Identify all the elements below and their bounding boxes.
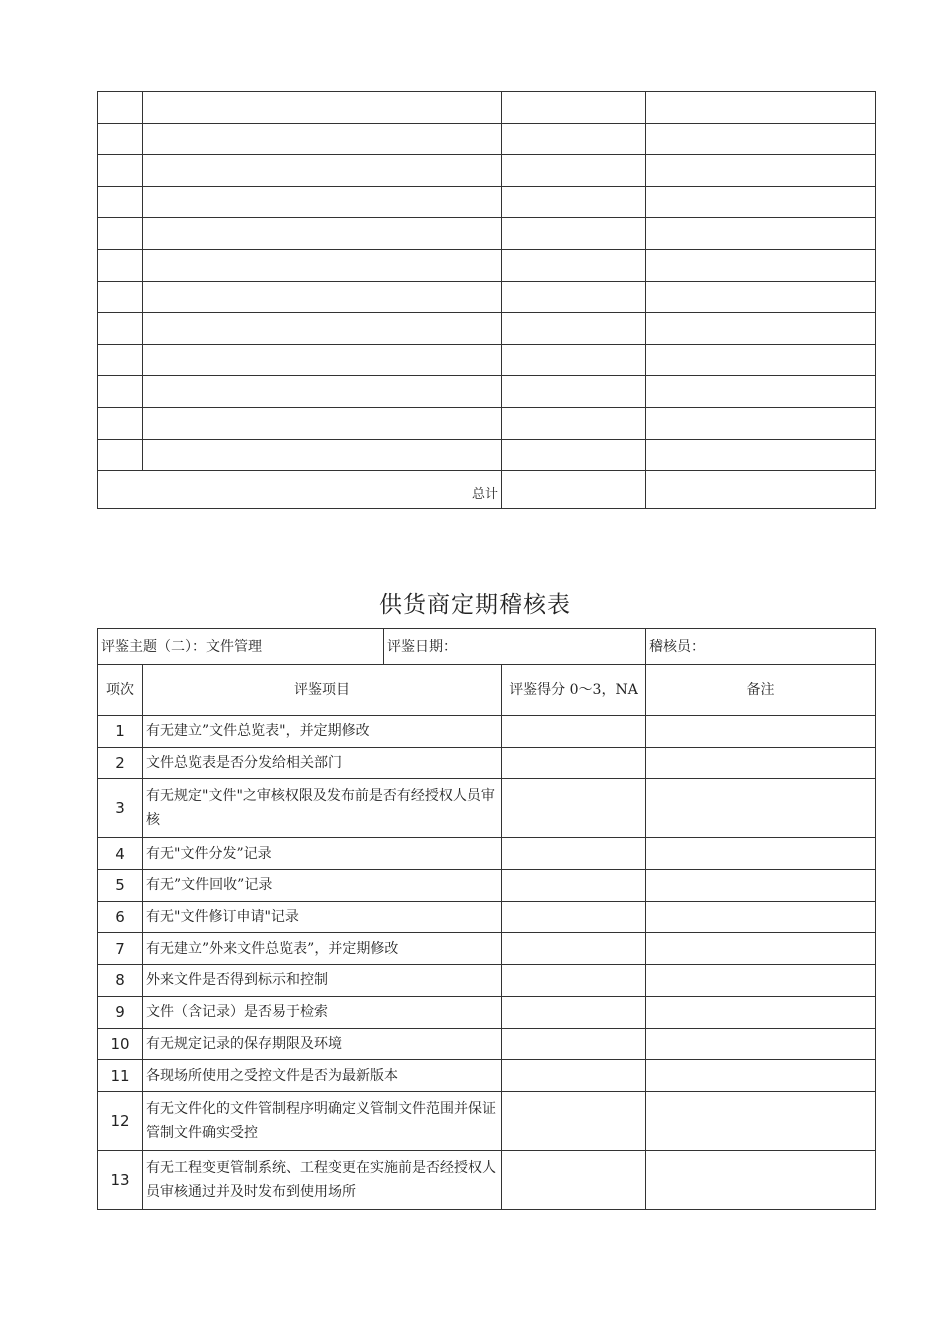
row-score-cell[interactable] [502, 747, 646, 779]
index-cell[interactable] [98, 344, 143, 376]
item-cell[interactable] [143, 123, 502, 155]
empty-row [98, 313, 876, 345]
score-cell[interactable] [502, 313, 646, 345]
row-note-cell[interactable] [646, 965, 876, 997]
item-cell[interactable] [143, 344, 502, 376]
row-index: 3 [98, 779, 143, 838]
col-index-header: 项次 [98, 665, 143, 716]
index-cell[interactable] [98, 155, 143, 187]
date-cell[interactable]: 评鉴日期： [384, 629, 646, 665]
empty-row [98, 281, 876, 313]
row-item: 文件（含记录）是否易于检索 [143, 996, 502, 1028]
row-score-cell[interactable] [502, 870, 646, 902]
empty-row [98, 344, 876, 376]
row-index: 5 [98, 870, 143, 902]
note-cell[interactable] [646, 313, 876, 345]
index-cell[interactable] [98, 186, 143, 218]
row-note-cell[interactable] [646, 870, 876, 902]
index-cell[interactable] [98, 313, 143, 345]
row-score-cell[interactable] [502, 933, 646, 965]
auditor-cell[interactable]: 稽核员： [646, 629, 876, 665]
note-cell[interactable] [646, 186, 876, 218]
index-cell[interactable] [98, 376, 143, 408]
item-cell[interactable] [143, 407, 502, 439]
table-row [98, 716, 876, 748]
previous-page-table-body [98, 92, 876, 471]
row-note-cell[interactable] [646, 996, 876, 1028]
item-cell[interactable] [143, 218, 502, 250]
total-row [98, 471, 876, 509]
row-item: 有无规定"文件"之审核权限及发布前是否有经授权人员审核 [143, 779, 502, 838]
note-cell[interactable] [646, 92, 876, 124]
row-score-cell[interactable] [502, 838, 646, 870]
score-cell[interactable] [502, 123, 646, 155]
empty-row [98, 155, 876, 187]
table-row [98, 901, 876, 933]
table-row [98, 747, 876, 779]
item-cell[interactable] [143, 155, 502, 187]
row-index: 2 [98, 747, 143, 779]
total-note-cell[interactable] [646, 471, 876, 509]
note-cell[interactable] [646, 344, 876, 376]
score-cell[interactable] [502, 376, 646, 408]
row-item: 有无"文件分发”记录 [143, 838, 502, 870]
table-row [98, 933, 876, 965]
col-score-header: 评鉴得分 0～3，NA [502, 665, 646, 716]
table-row [98, 965, 876, 997]
previous-page-table [97, 91, 876, 509]
empty-row [98, 186, 876, 218]
total-score-cell[interactable] [502, 471, 646, 509]
table-row [98, 1060, 876, 1092]
index-cell[interactable] [98, 218, 143, 250]
note-cell[interactable] [646, 376, 876, 408]
empty-row [98, 249, 876, 281]
empty-row [98, 92, 876, 124]
row-item: 文件总览表是否分发给相关部门 [143, 747, 502, 779]
row-index: 1 [98, 716, 143, 748]
note-cell[interactable] [646, 155, 876, 187]
index-cell[interactable] [98, 281, 143, 313]
table-row [98, 870, 876, 902]
index-cell[interactable] [98, 92, 143, 124]
row-item: 外来文件是否得到标示和控制 [143, 965, 502, 997]
row-item: 有无"文件修订申请"记录 [143, 901, 502, 933]
table-row [98, 1091, 876, 1150]
table-row [98, 996, 876, 1028]
index-cell[interactable] [98, 123, 143, 155]
row-note-cell[interactable] [646, 1060, 876, 1092]
row-index: 8 [98, 965, 143, 997]
row-index: 4 [98, 838, 143, 870]
score-cell[interactable] [502, 218, 646, 250]
table-row [98, 779, 876, 838]
row-item: 有无文件化的文件管制程序明确定义管制文件范围并保证管制文件确实受控 [143, 1091, 502, 1150]
row-score-cell[interactable] [502, 901, 646, 933]
row-index: 13 [98, 1150, 143, 1209]
table-row [98, 838, 876, 870]
row-note-cell[interactable] [646, 901, 876, 933]
row-item: 各现场所使用之受控文件是否为最新版本 [143, 1060, 502, 1092]
row-item: 有无建立”外来文件总览表”，并定期修改 [143, 933, 502, 965]
row-index: 12 [98, 1091, 143, 1150]
score-cell[interactable] [502, 344, 646, 376]
empty-row [98, 439, 876, 471]
row-score-cell[interactable] [502, 965, 646, 997]
index-cell[interactable] [98, 439, 143, 471]
note-cell[interactable] [646, 218, 876, 250]
row-item: 有无”文件回收”记录 [143, 870, 502, 902]
index-cell[interactable] [98, 249, 143, 281]
row-item: 有无建立”文件总览表"，并定期修改 [143, 716, 502, 748]
note-cell[interactable] [646, 249, 876, 281]
score-cell[interactable] [502, 281, 646, 313]
item-cell[interactable] [143, 186, 502, 218]
subject-cell: 评鉴主题（二）：文件管理 [98, 629, 384, 665]
row-score-cell[interactable] [502, 716, 646, 748]
empty-row [98, 376, 876, 408]
table-row [98, 1150, 876, 1209]
row-score-cell[interactable] [502, 1091, 646, 1150]
row-note-cell[interactable] [646, 1150, 876, 1209]
row-note-cell[interactable] [646, 779, 876, 838]
row-note-cell[interactable] [646, 1028, 876, 1060]
row-index: 7 [98, 933, 143, 965]
row-score-cell[interactable] [502, 1060, 646, 1092]
row-score-cell[interactable] [502, 1150, 646, 1209]
index-cell[interactable] [98, 407, 143, 439]
note-cell[interactable] [646, 281, 876, 313]
item-cell[interactable] [143, 281, 502, 313]
audit-header-row [98, 629, 876, 665]
item-cell[interactable] [143, 249, 502, 281]
column-header-row [98, 665, 876, 716]
score-cell[interactable] [502, 155, 646, 187]
note-cell[interactable] [646, 439, 876, 471]
empty-row [98, 407, 876, 439]
score-cell[interactable] [502, 439, 646, 471]
row-score-cell[interactable] [502, 996, 646, 1028]
table-row [98, 1028, 876, 1060]
row-index: 6 [98, 901, 143, 933]
row-note-cell[interactable] [646, 716, 876, 748]
row-item: 有无规定记录的保存期限及环境 [143, 1028, 502, 1060]
row-index: 9 [98, 996, 143, 1028]
note-cell[interactable] [646, 407, 876, 439]
row-note-cell[interactable] [646, 747, 876, 779]
form-title: 供货商定期稽核表 [379, 592, 571, 618]
audit-table [97, 628, 876, 1210]
row-score-cell[interactable] [502, 779, 646, 838]
col-note-header: 备注 [646, 665, 876, 716]
row-index: 10 [98, 1028, 143, 1060]
row-note-cell[interactable] [646, 933, 876, 965]
row-index: 11 [98, 1060, 143, 1092]
total-label: 总计 [98, 471, 502, 509]
col-item-header: 评鉴项目 [143, 665, 502, 716]
row-item: 有无工程变更管制系统、工程变更在实施前是否经授权人员审核通过并及时发布到使用场所 [143, 1150, 502, 1209]
score-cell[interactable] [502, 407, 646, 439]
score-cell[interactable] [502, 249, 646, 281]
item-cell[interactable] [143, 92, 502, 124]
row-note-cell[interactable] [646, 1091, 876, 1150]
score-cell[interactable] [502, 92, 646, 124]
empty-row [98, 218, 876, 250]
row-score-cell[interactable] [502, 1028, 646, 1060]
audit-rows [98, 716, 876, 1210]
row-note-cell[interactable] [646, 838, 876, 870]
note-cell[interactable] [646, 123, 876, 155]
item-cell[interactable] [143, 376, 502, 408]
score-cell[interactable] [502, 186, 646, 218]
empty-row [98, 123, 876, 155]
item-cell[interactable] [143, 439, 502, 471]
item-cell[interactable] [143, 313, 502, 345]
